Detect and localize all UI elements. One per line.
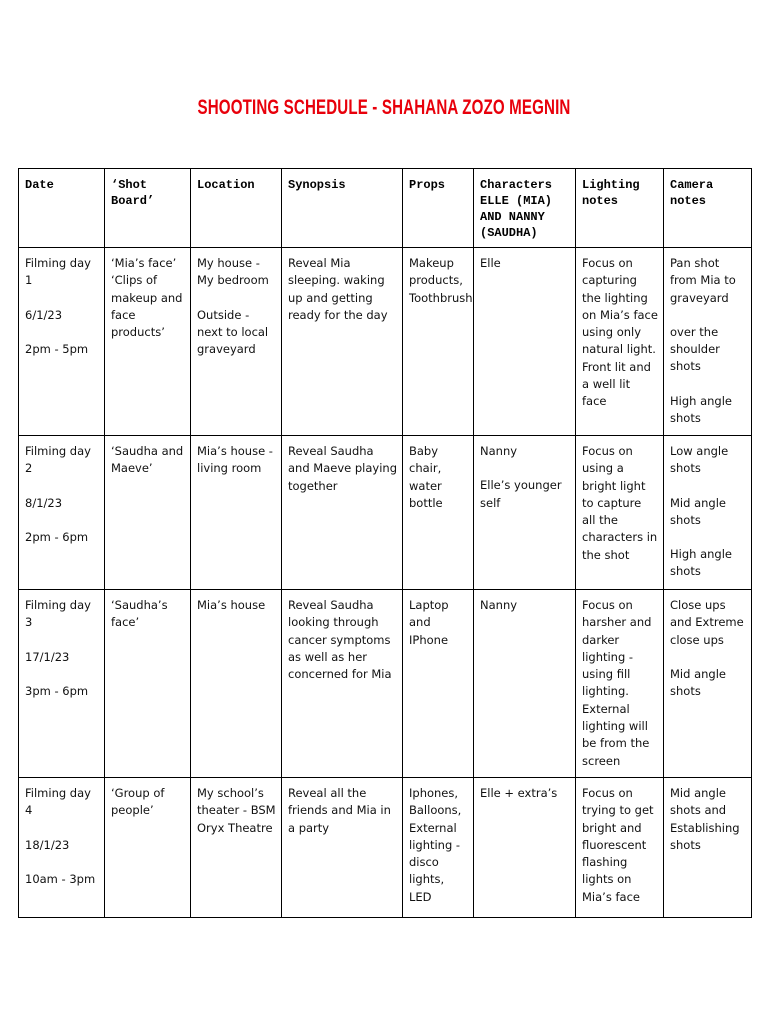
header-line: Board’ <box>111 194 155 208</box>
synopsis-cell <box>282 436 403 590</box>
date-cell <box>19 248 105 436</box>
cell-paragraph: Filming day 2 <box>25 444 91 476</box>
lighting-notes-cell <box>576 436 664 590</box>
cell-paragraph: Mid angle shots and Establishing shots <box>670 786 740 852</box>
header-camera-notes <box>664 169 752 248</box>
shot-board-cell <box>105 248 191 436</box>
header-line: notes <box>582 194 619 208</box>
header-line: Camera <box>670 178 714 192</box>
header-location <box>191 169 282 248</box>
lighting-notes-cell <box>576 248 664 436</box>
table-row <box>19 248 752 436</box>
cell-paragraph: Elle + extra’s <box>480 786 558 800</box>
header-shot-board <box>105 169 191 248</box>
cell-paragraph: 18/1/23 <box>25 837 70 852</box>
shot-board-cell <box>105 590 191 778</box>
cell-paragraph: Reveal Saudha and Maeve playing together <box>288 444 398 493</box>
lighting-notes-cell <box>576 778 664 918</box>
cell-paragraph: Filming day 3 <box>25 598 91 630</box>
props-cell <box>403 248 474 436</box>
cell-paragraph: Mid angle shots <box>670 495 726 527</box>
cell-paragraph: over the shoulder shots <box>670 324 720 374</box>
location-cell <box>191 590 282 778</box>
props-cell <box>403 590 474 778</box>
header-line: ‘Shot <box>111 178 148 192</box>
cell-paragraph: ‘Mia’s face’ ‘Clips of makeup and face products’ <box>111 256 183 340</box>
header-line: (SAUDHA) <box>480 226 538 240</box>
cell-paragraph: Elle’s younger self <box>480 478 562 510</box>
cell-paragraph: ‘Saudha and Maeve’ <box>111 444 184 476</box>
camera-notes-cell <box>664 436 752 590</box>
synopsis-cell <box>282 778 403 918</box>
cell-paragraph: Focus on harsher and darker lighting - using fill lighting. External lighting will be from the screen <box>582 598 652 768</box>
date-cell <box>19 778 105 918</box>
schedule-body <box>19 248 752 918</box>
cell-paragraph: Mia’s house - living room <box>197 444 273 476</box>
cell-paragraph: 10am - 3pm <box>25 871 96 886</box>
header-line: Lighting <box>582 178 640 192</box>
shot-board-cell <box>105 436 191 590</box>
cell-paragraph: Reveal all the friends and Mia in a party <box>288 786 391 835</box>
cell-paragraph: Low angle shots <box>670 444 729 476</box>
cell-paragraph: Laptop and IPhone <box>409 598 449 647</box>
cell-paragraph: Close ups and Extreme close ups <box>670 598 744 647</box>
props-cell <box>403 778 474 918</box>
camera-notes-cell <box>664 248 752 436</box>
cell-paragraph: Makeup products, Toothbrush <box>409 256 473 305</box>
lighting-notes-cell <box>576 590 664 778</box>
camera-notes-cell <box>664 590 752 778</box>
characters-cell <box>474 436 576 590</box>
synopsis-cell <box>282 590 403 778</box>
date-cell <box>19 436 105 590</box>
header-line: AND NANNY <box>480 210 545 224</box>
shot-board-cell <box>105 778 191 918</box>
header-line: Props <box>409 178 446 192</box>
synopsis-cell <box>282 248 403 436</box>
cell-paragraph: Filming day 1 <box>25 256 91 288</box>
cell-paragraph: Elle <box>480 256 501 270</box>
cell-paragraph: ‘Group of people’ <box>111 786 165 818</box>
cell-paragraph: 2pm - 6pm <box>25 529 89 544</box>
cell-paragraph: 6/1/23 <box>25 307 63 322</box>
cell-paragraph: Pan shot from Mia to graveyard <box>670 256 736 305</box>
cell-paragraph: Outside - next to local graveyard <box>197 307 269 357</box>
table-row <box>19 436 752 590</box>
cell-paragraph: My school’s theater - BSM Oryx Theatre <box>197 786 276 835</box>
header-lighting-notes <box>576 169 664 248</box>
cell-paragraph: 3pm - 6pm <box>25 683 89 698</box>
props-cell <box>403 436 474 590</box>
table-row <box>19 590 752 778</box>
cell-paragraph: Baby chair, water bottle <box>409 444 443 510</box>
characters-cell <box>474 778 576 918</box>
header-line: ELLE (MIA) <box>480 194 553 208</box>
cell-paragraph: Nanny <box>480 598 518 612</box>
header-synopsis <box>282 169 403 248</box>
cell-paragraph: High angle shots <box>670 547 732 579</box>
header-characters <box>474 169 576 248</box>
cell-paragraph: Mia’s house <box>197 598 266 612</box>
cell-paragraph: Mid angle shots <box>670 666 726 699</box>
cell-paragraph: Focus on using a bright light to capture all the characters in the shot <box>582 444 658 562</box>
cell-paragraph: 17/1/23 <box>25 649 70 664</box>
header-line: Date <box>25 178 54 192</box>
cell-paragraph: Iphones, Balloons, External lighting - disco lights, LED <box>409 786 462 904</box>
header-line: Synopsis <box>288 178 346 192</box>
cell-paragraph: 2pm - 5pm <box>25 341 89 356</box>
location-cell <box>191 248 282 436</box>
cell-paragraph: Reveal Mia sleeping. waking up and getting ready for the day <box>288 256 388 322</box>
cell-paragraph: Nanny <box>480 444 518 458</box>
shooting-schedule-table <box>18 168 752 918</box>
cell-paragraph: Reveal Saudha looking through cancer symptoms as well as her concerned for Mia <box>288 598 392 682</box>
cell-paragraph: Focus on capturing the lighting on Mia’s face using only natural light. Front lit and a well lit face <box>582 256 658 409</box>
header-date <box>19 169 105 248</box>
header-props <box>403 169 474 248</box>
location-cell <box>191 436 282 590</box>
cell-paragraph: 8/1/23 <box>25 495 63 510</box>
header-line: Characters <box>480 178 553 192</box>
characters-cell <box>474 590 576 778</box>
table-row <box>19 778 752 918</box>
camera-notes-cell <box>664 778 752 918</box>
date-cell <box>19 590 105 778</box>
cell-paragraph: My house - My bedroom <box>197 256 269 288</box>
characters-cell <box>474 248 576 436</box>
cell-paragraph: Focus on trying to get bright and fluorescent flashing lights on Mia’s face <box>582 786 654 904</box>
cell-paragraph: High angle shots <box>670 393 732 426</box>
cell-paragraph: Filming day 4 <box>25 786 91 818</box>
header-line: notes <box>670 194 707 208</box>
cell-paragraph: ‘Saudha’s face’ <box>111 598 168 630</box>
header-row <box>19 169 752 248</box>
header-line: Location <box>197 178 255 192</box>
location-cell <box>191 778 282 918</box>
page-title: SHOOTING SCHEDULE - SHAHANA ZOZO MEGNIN <box>197 96 571 119</box>
